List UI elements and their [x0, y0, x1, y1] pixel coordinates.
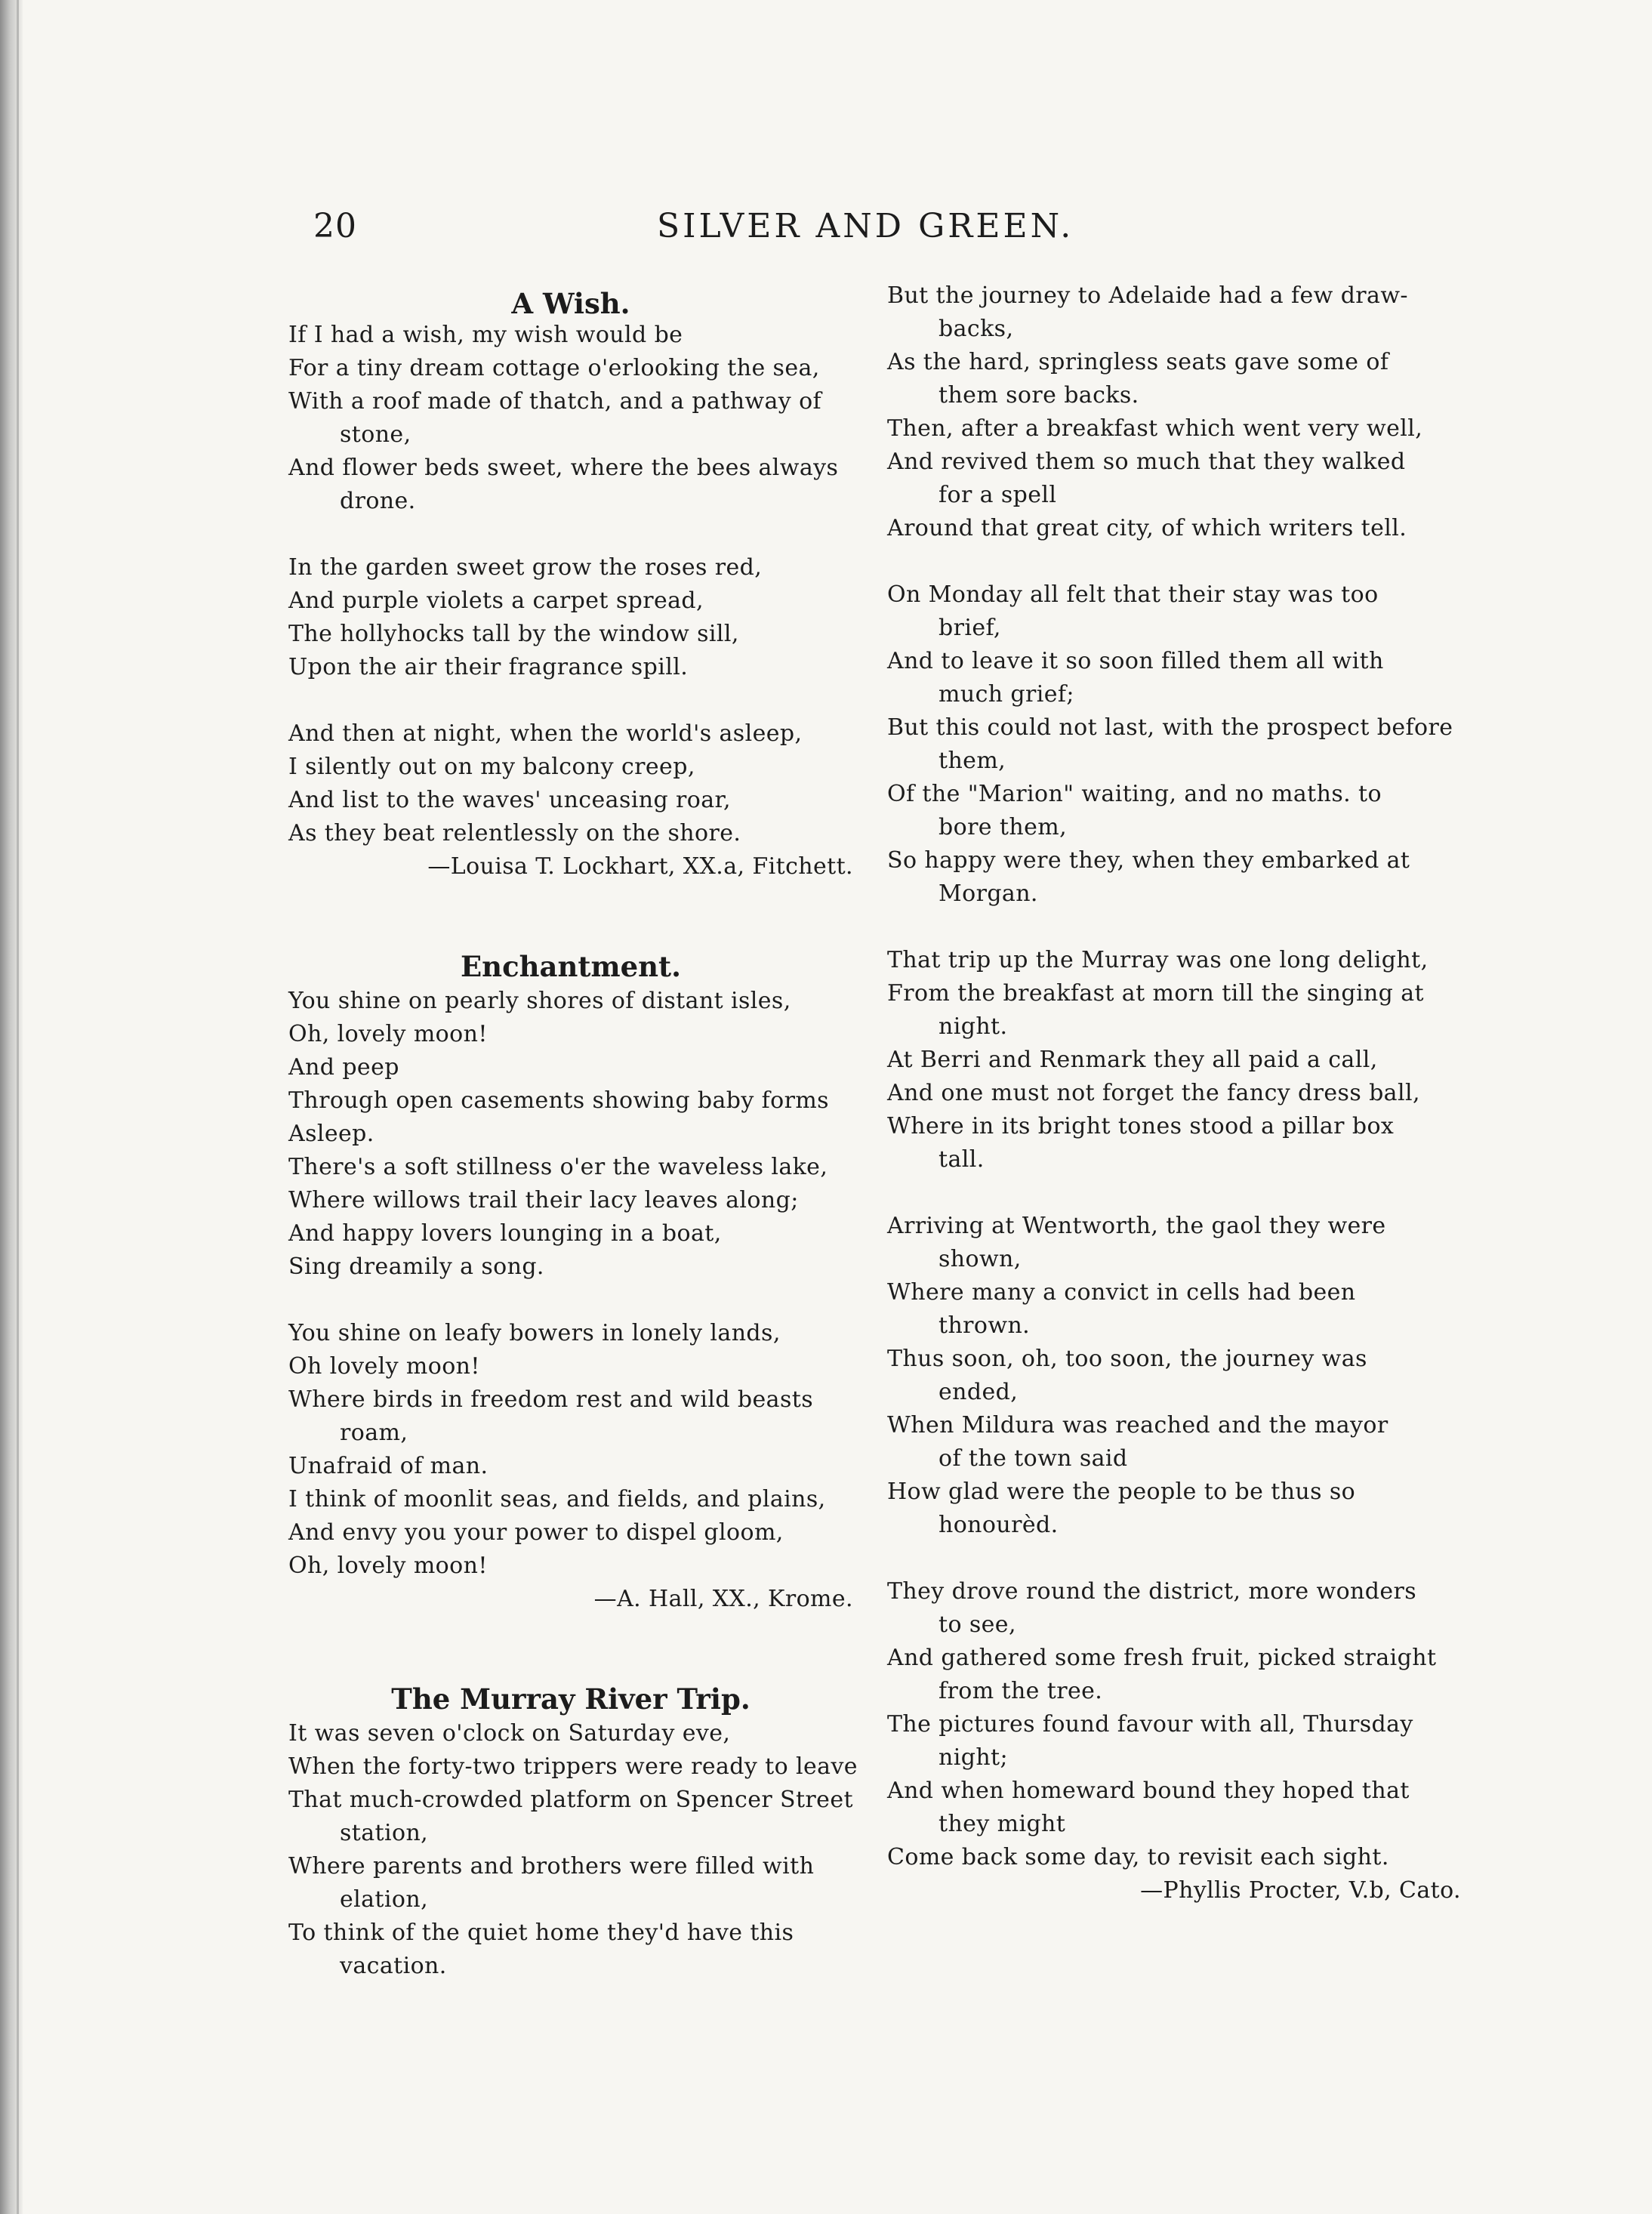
verse-line: And gathered some fresh fruit, picked straight [887, 1645, 1437, 1671]
poem-author: —Louisa T. Lockhart, XX.a, Fitchett. [427, 853, 853, 880]
verse-line: The pictures found favour with all, Thursday [887, 1711, 1413, 1738]
verse-line: They drove round the district, more wonders [887, 1578, 1417, 1605]
verse-line: them, [938, 748, 1006, 774]
verse-line: Where parents and brothers were filled with [288, 1853, 815, 1879]
verse-line: night; [938, 1744, 1009, 1771]
verse-line: When the forty-two trippers were ready to leave [288, 1753, 858, 1780]
verse-line: If I had a wish, my wish would be [288, 322, 683, 348]
verse-line: It was seven o'clock on Saturday eve, [288, 1720, 731, 1747]
verse-line: And then at night, when the world's asleep, [288, 720, 803, 747]
verse-line: That trip up the Murray was one long delight, [887, 947, 1429, 973]
verse-line: But this could not last, with the prospect before [887, 714, 1453, 741]
verse-line: Then, after a breakfast which went very well, [887, 415, 1423, 442]
verse-line: roam, [340, 1420, 408, 1446]
verse-line: Of the "Marion" waiting, and no maths. to [887, 781, 1382, 807]
verse-line: There's a soft stillness o'er the waveless lake, [288, 1154, 828, 1180]
verse-line: Thus soon, oh, too soon, the journey was [887, 1346, 1367, 1372]
verse-line: That much-crowded platform on Spencer Street [288, 1787, 853, 1813]
verse-line: And when homeward bound they hoped that [887, 1778, 1410, 1804]
verse-line: Asleep. [288, 1121, 374, 1147]
left-column [288, 279, 858, 1983]
verse-line: honourèd. [938, 1512, 1059, 1538]
verse-line: Oh, lovely moon! [288, 1021, 488, 1047]
verse-line: And flower beds sweet, where the bees always [288, 455, 839, 481]
verse-line: ended, [938, 1379, 1019, 1405]
verse-line: Where many a convict in cells had been [887, 1279, 1356, 1306]
verse-line: And list to the waves' unceasing roar, [288, 787, 731, 813]
verse-line: Upon the air their fragrance spill. [288, 654, 689, 680]
verse-line: Oh, lovely moon! [288, 1553, 488, 1579]
verse-line: Morgan. [938, 880, 1038, 907]
verse-line: Where in its bright tones stood a pillar box [887, 1113, 1395, 1139]
verse-line: In the garden sweet grow the roses red, [288, 554, 763, 581]
verse-line: For a tiny dream cottage o'erlooking the sea, [288, 355, 820, 381]
verse-line: As they beat relentlessly on the shore. [288, 820, 741, 846]
verse-line: I silently out on my balcony creep, [288, 754, 695, 780]
verse-line: On Monday all felt that their stay was too [887, 581, 1379, 608]
verse-line: And one must not forget the fancy dress ball, [887, 1080, 1420, 1106]
verse-line: But the journey to Adelaide had a few draw- [887, 282, 1408, 309]
verse-line: thrown. [938, 1312, 1031, 1339]
verse-line: You shine on leafy bowers in lonely lands, [288, 1320, 781, 1346]
verse-line: At Berri and Renmark they all paid a call, [887, 1047, 1378, 1073]
verse-line: And purple violets a carpet spread, [288, 587, 704, 614]
verse-line: vacation. [340, 1953, 447, 1979]
verse-line: backs, [938, 316, 1014, 342]
verse-line: From the breakfast at morn till the singing at [887, 980, 1424, 1007]
verse-line: Sing dreamily a song. [288, 1253, 544, 1280]
verse-line: How glad were the people to be thus so [887, 1479, 1356, 1505]
verse-line: shown, [938, 1246, 1022, 1272]
verse-line: much grief; [938, 681, 1074, 708]
verse-line: And revived them so much that they walked [887, 449, 1406, 475]
poem-title-murray-river-trip: The Murray River Trip. [391, 1682, 750, 1716]
poem-author: —Phyllis Procter, V.b, Cato. [1140, 1877, 1461, 1904]
verse-line: night. [938, 1013, 1008, 1040]
verse-line: And envy you your power to dispel gloom, [288, 1519, 784, 1546]
verse-line: Unafraid of man. [288, 1453, 489, 1479]
verse-line: elation, [340, 1886, 429, 1913]
binding-edge [17, 0, 19, 2214]
verse-line: Come back some day, to revisit each sight. [887, 1844, 1389, 1870]
verse-line: stone, [340, 421, 411, 448]
verse-line: As the hard, springless seats gave some of [887, 349, 1389, 375]
verse-line: of the town said [938, 1445, 1128, 1472]
verse-line: for a spell [938, 482, 1057, 508]
verse-line: And to leave it so soon filled them all with [887, 648, 1384, 674]
verse-line: The hollyhocks tall by the window sill, [288, 621, 739, 647]
verse-line: You shine on pearly shores of distant isles, [288, 988, 791, 1014]
page-number: 20 [313, 207, 357, 245]
poem-title-enchantment: Enchantment. [460, 950, 682, 983]
verse-line: So happy were they, when they embarked at [887, 847, 1410, 874]
verse-line: Through open casements showing baby forms [288, 1087, 829, 1114]
verse-line: I think of moonlit seas, and fields, and plains, [288, 1486, 826, 1512]
verse-line: bore them, [938, 814, 1068, 840]
verse-line: drone. [340, 488, 416, 514]
verse-line: Arriving at Wentworth, the gaol they were [887, 1213, 1386, 1239]
verse-line: Where birds in freedom rest and wild beasts [288, 1386, 813, 1413]
verse-line: from the tree. [938, 1678, 1103, 1704]
verse-line: tall. [938, 1146, 985, 1173]
verse-line: And happy lovers lounging in a boat, [288, 1220, 722, 1247]
verse-line: With a roof made of thatch, and a pathway of [288, 388, 822, 415]
verse-line: When Mildura was reached and the mayor [887, 1412, 1388, 1438]
verse-line: them sore backs. [938, 382, 1139, 409]
verse-line: brief, [938, 615, 1001, 641]
verse-line: they might [938, 1811, 1066, 1837]
verse-line: Around that great city, of which writers tell. [887, 515, 1407, 541]
verse-line: to see, [938, 1611, 1016, 1638]
running-title: SILVER AND GREEN. [657, 207, 1074, 245]
poem-title-a-wish: A Wish. [511, 287, 630, 320]
verse-line: Where willows trail their lacy leaves along; [288, 1187, 799, 1213]
verse-line: And peep [288, 1054, 399, 1081]
right-column [887, 279, 1461, 1907]
verse-line: Oh lovely moon! [288, 1353, 480, 1380]
poem-author: —A. Hall, XX., Krome. [593, 1586, 853, 1612]
verse-line: To think of the quiet home they'd have this [288, 1920, 794, 1946]
binding-shadow [0, 0, 23, 2214]
verse-line: station, [340, 1820, 429, 1846]
